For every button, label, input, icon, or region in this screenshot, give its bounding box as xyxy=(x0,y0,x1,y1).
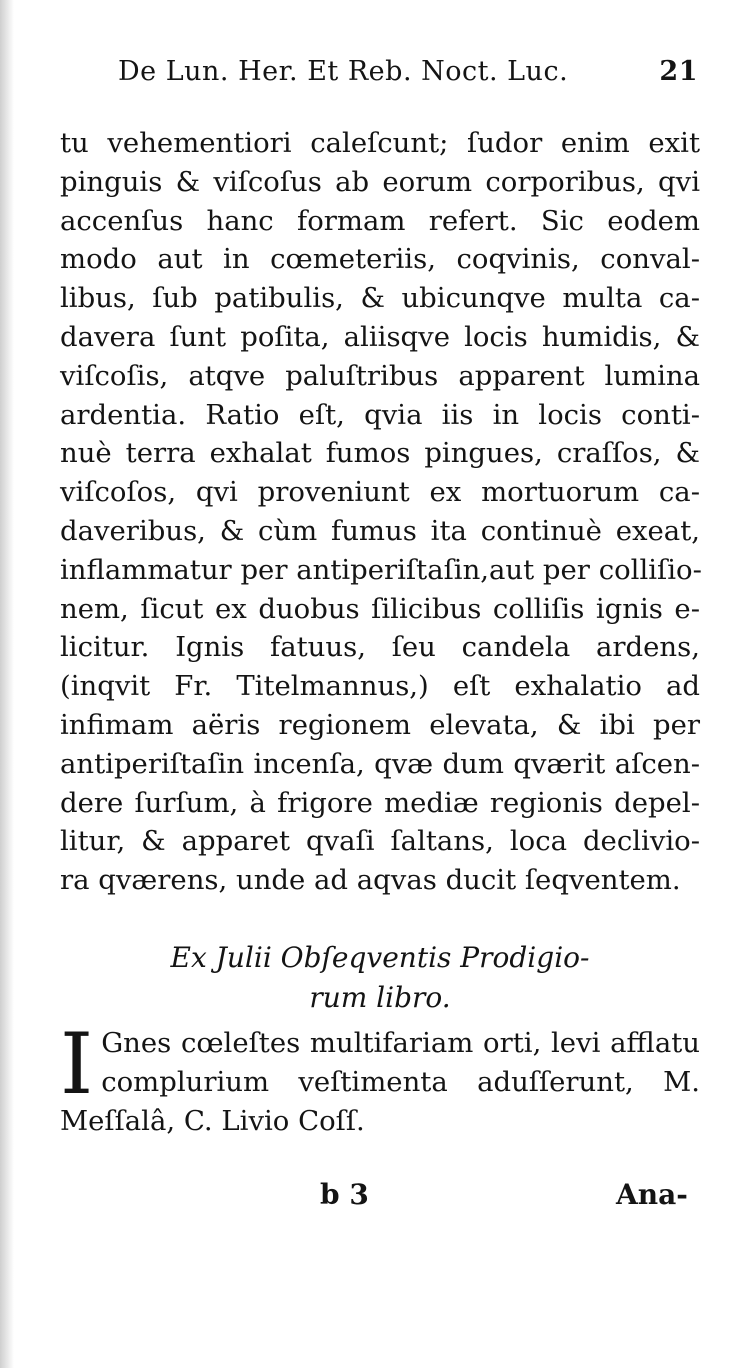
text-line: dere ſurſum, à frigore mediæ regionis depel- xyxy=(60,786,700,819)
text-line: Gnes cœleſtes multifariam orti, levi afflatu xyxy=(101,1027,700,1059)
section-heading-line: Ex Julii Obſeqventis Prodigio- xyxy=(170,941,590,974)
text-line: viſcoſos, qvi proveniunt ex mortuorum ca- xyxy=(60,476,700,509)
section-heading xyxy=(60,938,700,1018)
text-line: daveribus, & cùm fumus ita continuè exeat, xyxy=(60,514,700,547)
running-head xyxy=(118,56,698,96)
text-line: antiperiſtaſin incenſa, qvæ dum qværit aſcen- xyxy=(60,747,700,780)
text-line: Meſſalâ, C. Livio Coſſ. xyxy=(60,1105,365,1137)
body-text xyxy=(60,124,700,900)
text-line: licitur. Ignis fatuus, ſeu candela ardens, xyxy=(60,631,700,664)
running-head-title: De Lun. Her. Et Reb. Noct. Luc. xyxy=(118,56,569,87)
binding-shadow xyxy=(0,0,14,1368)
extract-paragraph xyxy=(60,1015,700,1141)
text-line: libus, ſub patibulis, & ubicunqve multa ca- xyxy=(60,282,700,315)
text-line: inflammatur per antiperiſtaſin,aut per colliſio- xyxy=(60,553,702,586)
text-line: complurium veſtimenta aduſſerunt, M. xyxy=(101,1066,700,1098)
text-line: accenſus hanc formam refert. Sic eodem xyxy=(60,204,700,237)
text-line: litur, & apparet qvaſi ſaltans, loca declivio- xyxy=(60,825,700,858)
text-line: tu vehementiori caleſcunt; ſudor enim exit xyxy=(60,127,700,159)
drop-cap: I xyxy=(60,1015,94,1113)
page-number: 21 xyxy=(659,56,698,87)
text-line: ra qværens, unde ad aqvas ducit ſeqventem. xyxy=(60,864,681,897)
text-line: viſcoſis, atqve paluſtribus apparent lumina xyxy=(60,359,700,392)
text-line: infimam aëris regionem elevata, & ibi per xyxy=(60,708,700,741)
text-line: davera ſunt poſita, aliisqve locis humidis, & xyxy=(60,320,700,353)
text-line: modo aut in cœmeteriis, coqvinis, conval- xyxy=(60,243,700,276)
text-line: nem, ſicut ex duobus ſilicibus colliſis ignis e- xyxy=(60,592,700,625)
text-line: ardentia. Ratio eſt, qvia iis in locis conti- xyxy=(60,398,700,431)
catchword: Ana- xyxy=(616,1178,688,1211)
text-line: nuè terra exhalat fumos pingues, craſſos, & xyxy=(60,437,700,470)
section-heading-line: rum libro. xyxy=(309,981,451,1014)
signature-mark: b 3 xyxy=(320,1178,369,1211)
text-line: pinguis & viſcoſus ab eorum corporibus, qvi xyxy=(60,165,700,198)
text-line: (inqvit Fr. Titelmannus,) eſt exhalatio ad xyxy=(60,670,700,703)
